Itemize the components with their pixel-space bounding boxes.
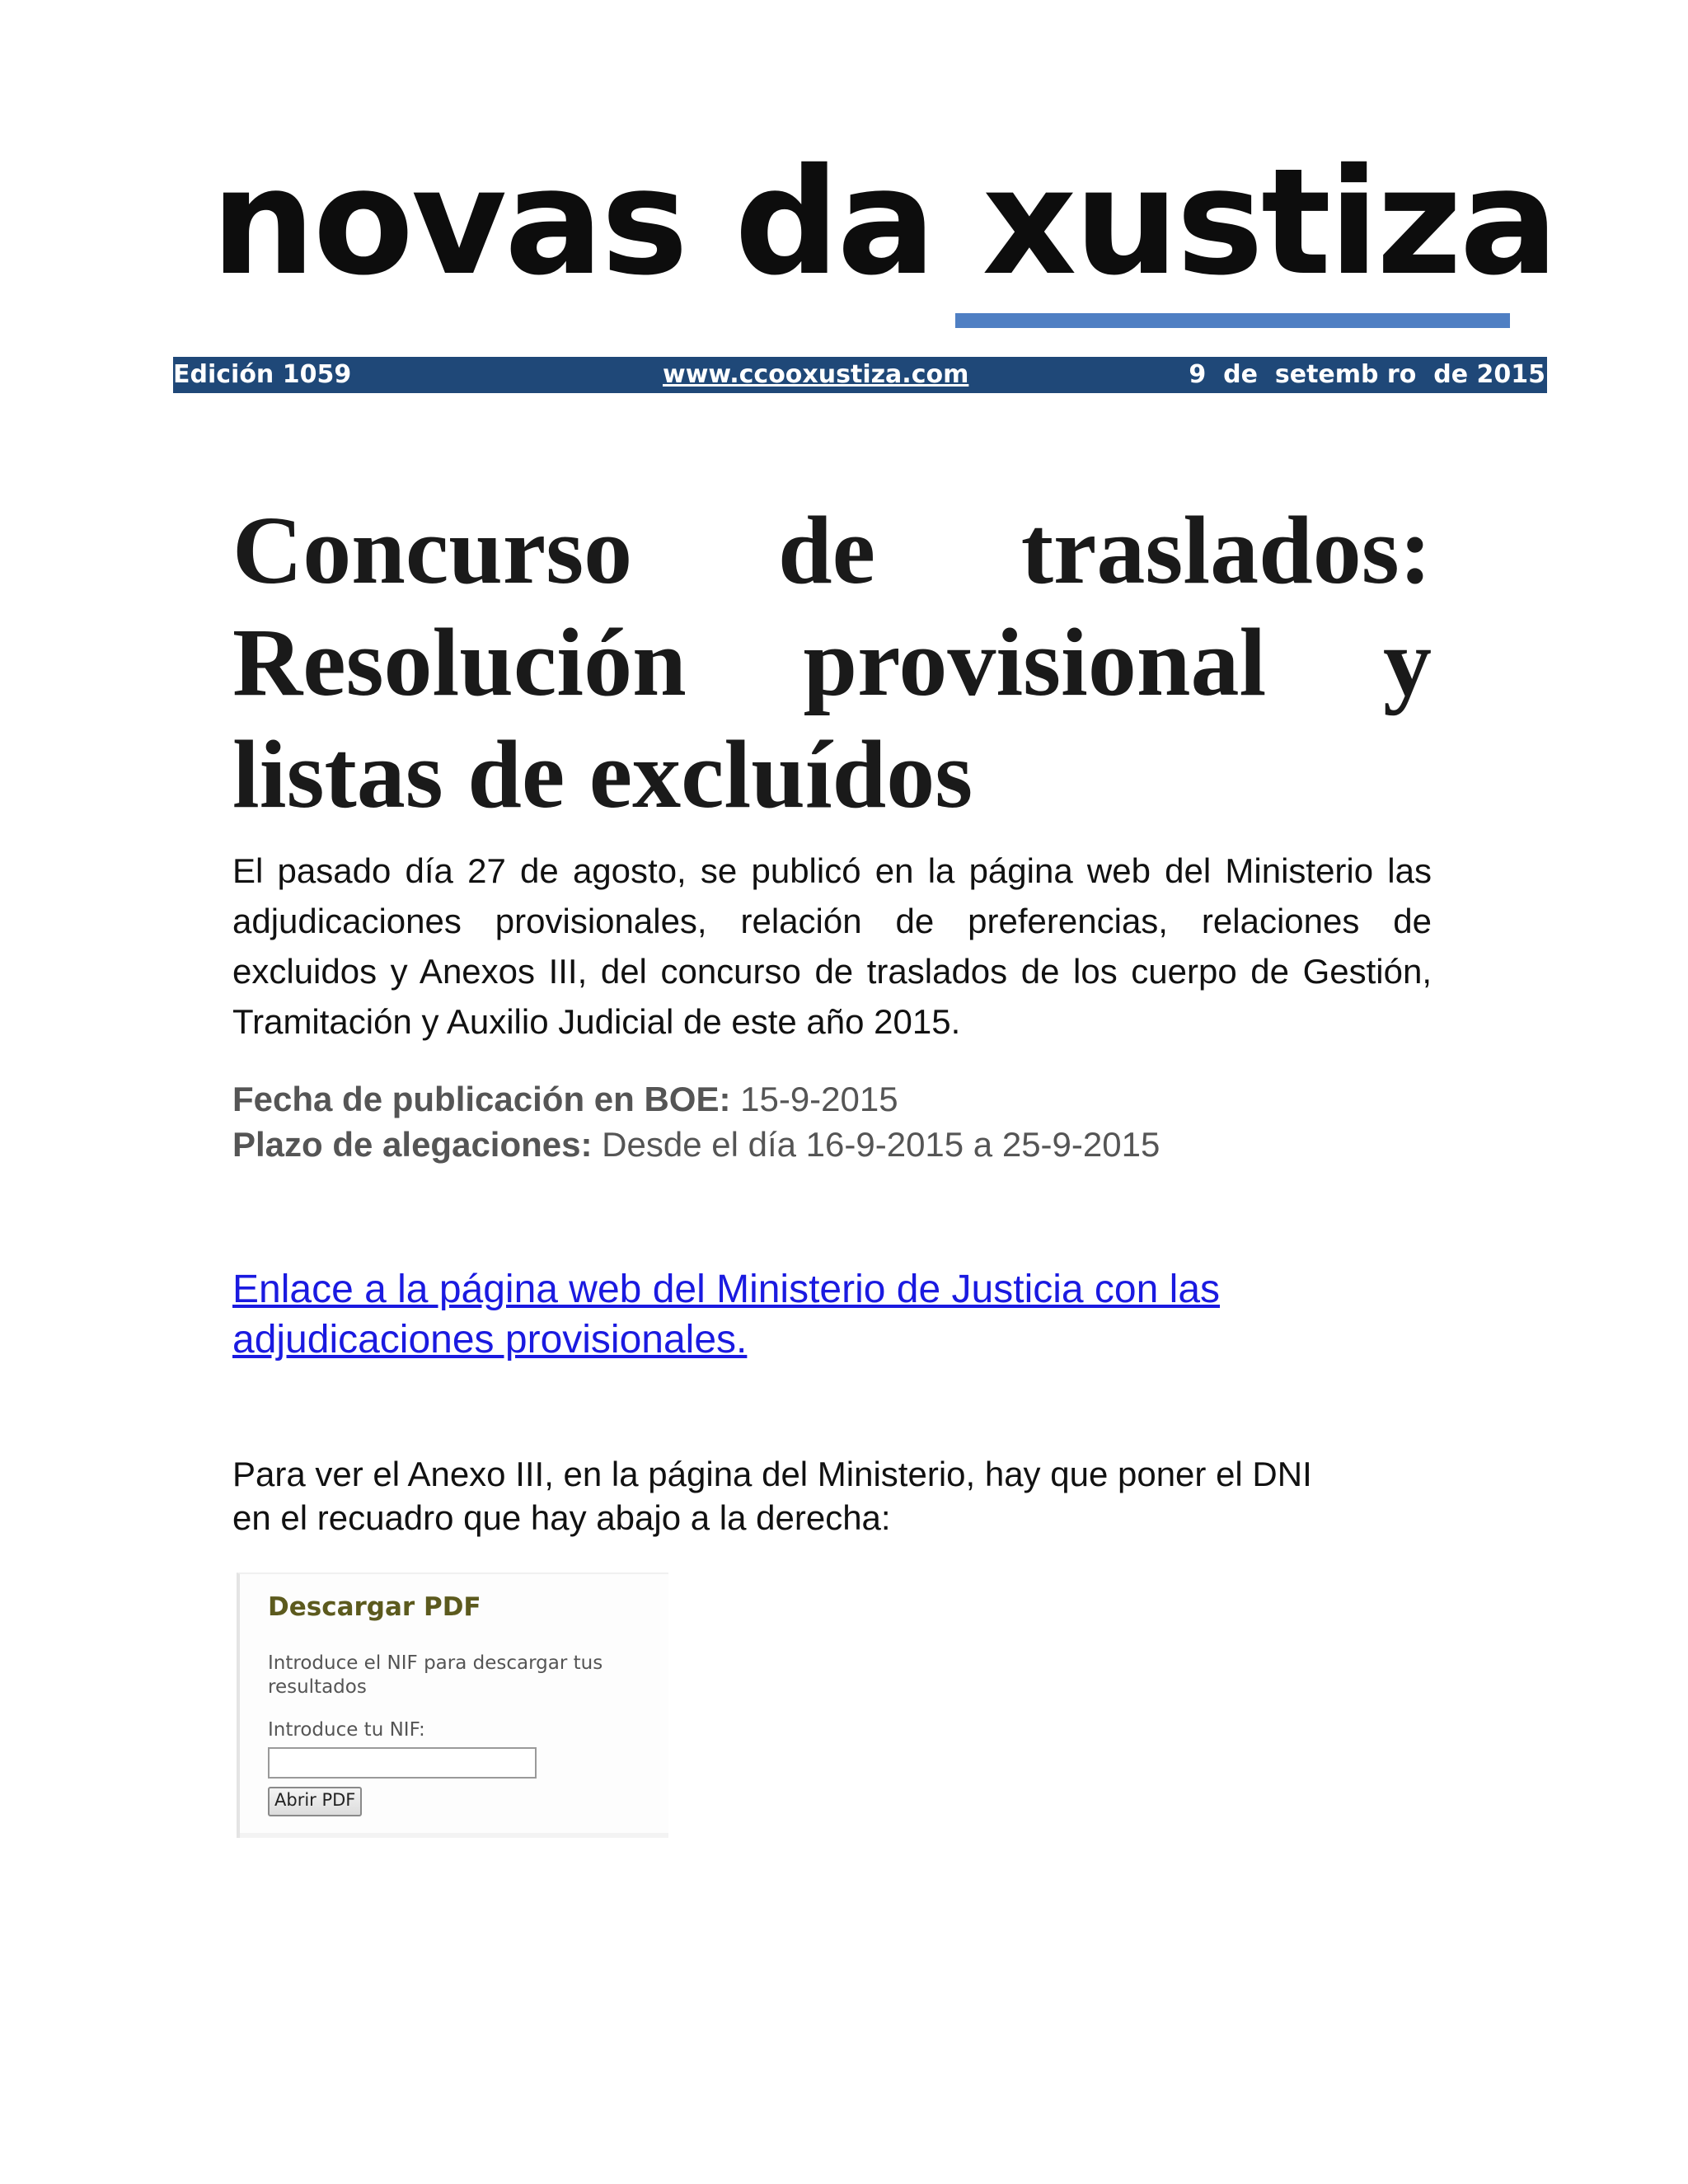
fact-allegation-period <box>232 1122 1432 1167</box>
fact-publication-date <box>232 1076 1432 1122</box>
ministry-link-block <box>232 1264 1432 1365</box>
fact-label: Fecha de publicación en BOE: <box>232 1080 731 1118</box>
widget-title: Descargar PDF <box>268 1592 481 1622</box>
fact-label: Plazo de alegaciones: <box>232 1125 593 1164</box>
headline-line <box>232 719 1432 831</box>
article-headline <box>232 494 1432 831</box>
widget-bottom-edge <box>240 1833 668 1838</box>
instruction-line: en el recuadro que hay abajo a la derecha: <box>232 1498 891 1537</box>
headline-word: traslados: <box>1020 496 1432 604</box>
masthead-underline <box>955 313 1510 328</box>
headline-line <box>232 607 1432 719</box>
open-pdf-button[interactable]: Abrir PDF <box>268 1787 362 1816</box>
article-facts <box>232 1076 1432 1167</box>
headline-word: de <box>777 496 875 604</box>
ministry-link-line: Enlace a la página web del Ministerio de Justicia con las <box>232 1268 1221 1311</box>
headline-word: listas de excluídos <box>232 720 973 828</box>
website-link[interactable]: www.ccooxustiza.com <box>663 360 969 389</box>
headline-line <box>232 494 1432 607</box>
ministry-link-line: adjudicaciones provisionales. <box>232 1318 748 1361</box>
edition-number: Edición 1059 <box>173 360 352 389</box>
edition-bar <box>173 357 1547 393</box>
masthead-title: novas da xustiza <box>211 137 1556 307</box>
masthead <box>211 137 1556 330</box>
widget-description: Introduce el NIF para descargar tus resultados <box>268 1652 603 1698</box>
fact-value: 15-9-2015 <box>730 1080 898 1118</box>
article <box>232 494 1432 1540</box>
nif-label: Introduce tu NIF: <box>268 1719 425 1741</box>
download-pdf-widget <box>237 1572 668 1838</box>
nif-input[interactable] <box>268 1747 537 1779</box>
instruction-line: Para ver el Anexo III, en la página del Ministerio, hay que poner el DNI <box>232 1455 1312 1493</box>
fact-value: Desde el día 16-9-2015 a 25-9-2015 <box>592 1125 1160 1164</box>
headline-word: provisional <box>803 608 1267 716</box>
article-lead: El pasado día 27 de agosto, se publicó en la página web del Ministerio las adjudicaciones provisionales, relación de preferencias, relaciones de excluidos y Anexos III, del concurso de traslados de los cuerpo de Gestión, Tramitación y Auxilio Judicial de este año 2015. <box>232 851 1432 1041</box>
headline-word: y <box>1383 608 1432 716</box>
headline-word: Concurso <box>232 496 633 604</box>
ministry-link[interactable] <box>232 1268 1220 1361</box>
headline-word: Resolución <box>232 608 687 716</box>
edition-date: 9 de setemb ro de 2015 <box>1189 360 1545 389</box>
annex-instruction <box>232 1452 1432 1540</box>
